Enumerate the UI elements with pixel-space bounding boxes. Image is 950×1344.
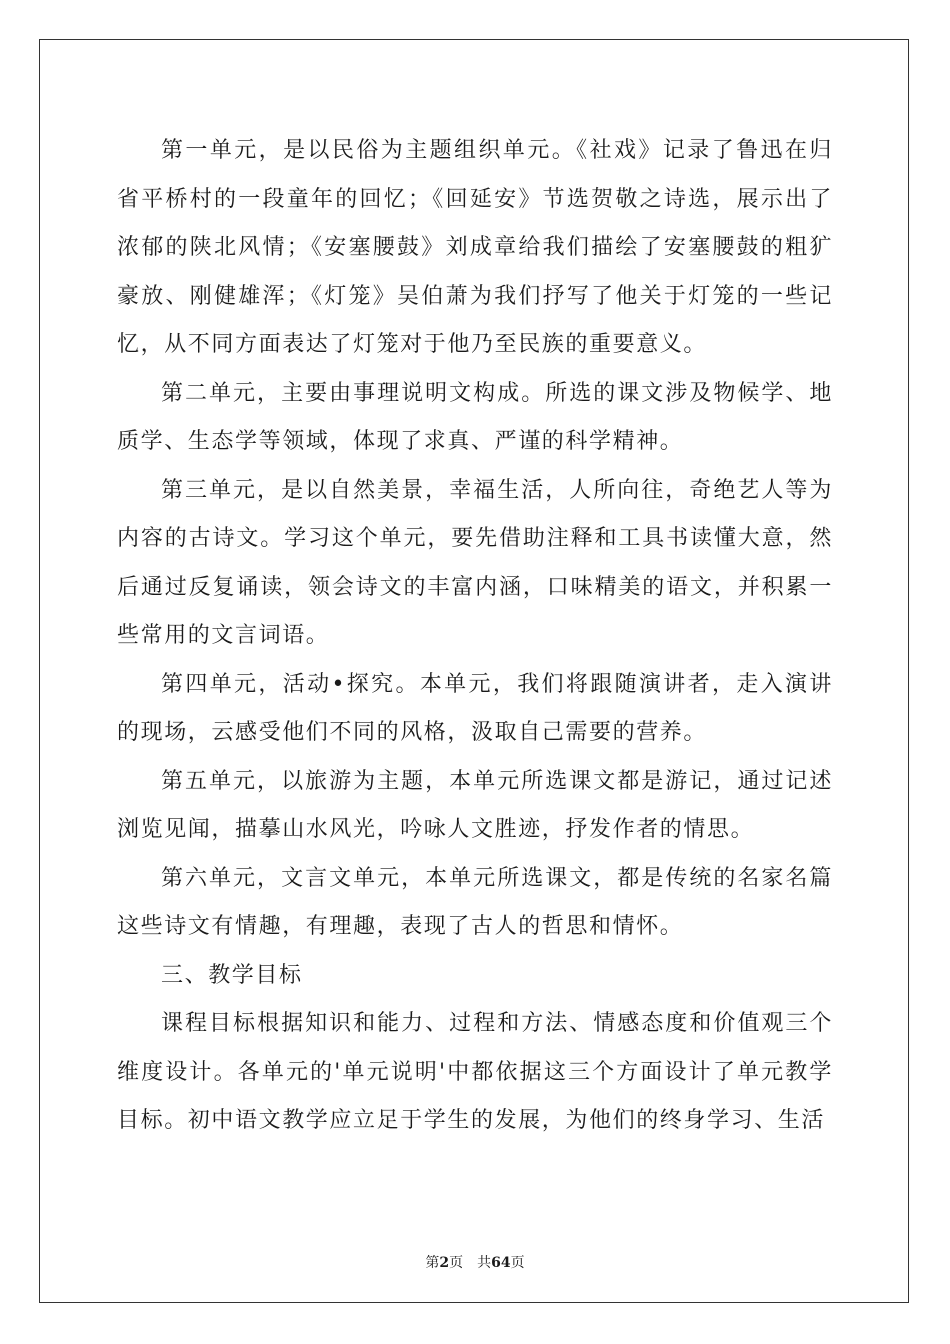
paragraph-unit-2: 第二单元，主要由事理说明文构成。所选的课文涉及物候学、地质学、生态学等领域，体现了求真、严谨的科学精神。 (117, 380, 833, 454)
page-prefix: 第 (425, 1255, 440, 1271)
total-pages: 64 (491, 1255, 511, 1271)
total-suffix: 页 (510, 1255, 525, 1271)
paragraph-unit-3: 第三单元，是以自然美景，幸福生活，人所向往，奇绝艺人等为内容的古诗文。学习这个单元，要先借助注释和工具书读懂大意，然后通过反复诵读，领会诗文的丰富内涵，口味精美的语文，并积累一些常用的文言词语。 (117, 477, 833, 648)
paragraph-course-goals: 课程目标根据知识和能力、过程和方法、情感态度和价值观三个维度设计。各单元的'单元说明'中都依据这三个方面设计了单元教学目标。初中语文教学应立足于学生的发展，为他们的终身学习、生活 (117, 1011, 833, 1133)
page-number: 2 (439, 1255, 450, 1271)
section-heading-teaching-goals: 三、教学目标 (161, 962, 303, 988)
total-prefix: 共 (477, 1255, 492, 1271)
paragraph-unit-5: 第五单元，以旅游为主题，本单元所选课文都是游记，通过记述浏览见闻，描摹山水风光，吟咏人文胜迹，抒发作者的情思。 (117, 768, 833, 842)
page-footer (0, 1252, 950, 1272)
page-suffix: 页 (449, 1255, 464, 1271)
document-body (117, 127, 833, 1146)
paragraph-unit-6: 第六单元，文言文单元，本单元所选课文，都是传统的名家名篇这些诗文有情趣，有理趣，表现了古人的哲思和情怀。 (117, 865, 833, 939)
paragraph-unit-1: 第一单元，是以民俗为主题组织单元。《社戏》记录了鲁迅在归省平桥村的一段童年的回忆；《回延安》节选贺敬之诗选，展示出了浓郁的陕北风情；《安塞腰鼓》刘成章给我们描绘了安塞腰鼓的粗犷豪放、刚健雄浑；《灯笼》吴伯萧为我们抒写了他关于灯笼的一些记忆，从不同方面表达了灯笼对于他乃至民族的重要意义。 (117, 138, 833, 357)
paragraph-unit-4: 第四单元，活动•探究。本单元，我们将跟随演讲者，走入演讲的现场，云感受他们不同的风格，汲取自己需要的营养。 (117, 671, 833, 745)
